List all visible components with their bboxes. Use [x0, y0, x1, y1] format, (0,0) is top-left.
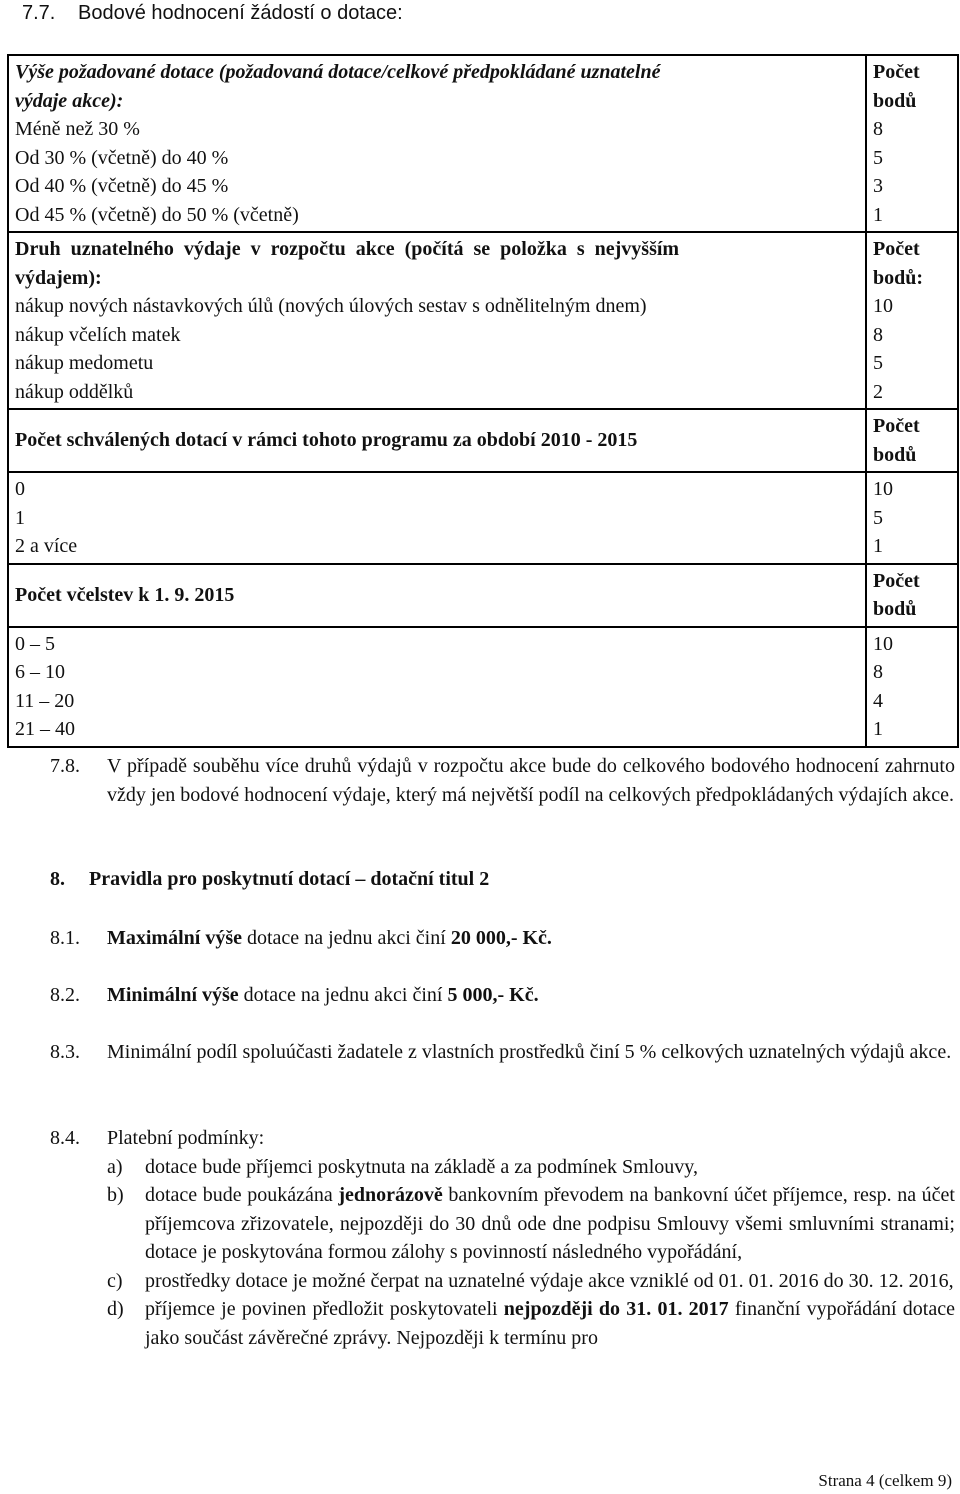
points-header-cell-4 [866, 564, 958, 627]
list-item: 11 – 20 [15, 689, 75, 712]
points-header: bodů: [873, 266, 924, 289]
points-value: 8 [873, 118, 883, 140]
criteria-header-4: Počet včelstev k 1. 9. 2015 [15, 583, 235, 606]
page-footer: Strana 4 (celkem 9) [818, 1471, 952, 1490]
paragraph-number: 8.2. [50, 984, 80, 1006]
points-value: 8 [873, 661, 883, 683]
paragraph-text [107, 981, 955, 1010]
points-header: Počet [873, 569, 920, 592]
criteria-header-1b: výdaje akce): [15, 89, 124, 112]
points-header: bodů [873, 598, 917, 620]
list-item: 21 – 40 [15, 718, 75, 740]
section-heading-7-7 [22, 2, 403, 25]
list-item: Méně než 30 % [15, 118, 140, 140]
emphasis: Minimální výše [107, 984, 239, 1006]
criteria-header-cell-4 [8, 564, 866, 627]
paragraph-title: Platební podmínky: [107, 1127, 265, 1149]
criteria-cell-3 [8, 472, 866, 564]
points-header: bodů [873, 89, 917, 112]
points-value: 10 [873, 632, 893, 655]
list-item: 1 [15, 506, 25, 529]
table-group-4-header [8, 564, 958, 627]
list-item: nákup včelích matek [15, 323, 181, 346]
points-header: bodů [873, 443, 917, 466]
emphasis: Maximální výše [107, 927, 242, 949]
paragraph-number: 8.4. [50, 1127, 80, 1149]
list-text: prostředky dotace je možné čerpat na uznatelné výdaje akce vzniklé od 01. 01. 2016 do 30. 12. 2016, [145, 1269, 954, 1292]
points-header-cell-3 [866, 409, 958, 472]
emphasis: nejpozději do 31. 01. 2017 [503, 1298, 729, 1320]
conditions-list [107, 1153, 955, 1353]
points-value: 10 [873, 478, 893, 500]
points-value: 8 [873, 323, 883, 346]
criteria-header-cell-3 [8, 409, 866, 472]
list-item: 2 a více [15, 535, 78, 557]
paragraph-number: 7.8. [50, 755, 80, 777]
points-header: Počet [873, 61, 920, 83]
list-item: nákup oddělků [15, 380, 134, 403]
text: dotace na jednu akci činí [238, 984, 448, 1006]
paragraph-text: Minimální podíl spoluúčasti žadatele z vlastních prostředků činí 5 % celkových uznatelných výdajů akce. [107, 1041, 952, 1063]
section-heading-8 [50, 868, 489, 891]
list-item: 0 – 5 [15, 632, 55, 655]
emphasis: jednorázově [338, 1184, 443, 1206]
points-cell-1 [866, 55, 958, 232]
list-letter: b) [107, 1184, 124, 1206]
section-title: Pravidla pro poskytnutí dotací – dotační titul 2 [89, 868, 490, 890]
emphasis: 5 000,- Kč. [447, 984, 539, 1006]
criteria-header-3: Počet schválených dotací v rámci tohoto programu za období 2010 - 2015 [15, 429, 638, 452]
list-item: nákup nových nástavkových úlů (nových úlových sestav s odnělitelným dnem) [15, 295, 647, 317]
table-group-1 [8, 55, 958, 232]
table-group-4-rows [8, 627, 958, 747]
list-text: příjemce je povinen předložit poskytovateli [145, 1298, 504, 1320]
points-value: 5 [873, 506, 883, 529]
list-item: 6 – 10 [15, 661, 65, 683]
list-item: Od 30 % (včetně) do 40 % [15, 146, 229, 169]
list-text: bankovním převodem na bankovní účet příjemce, resp. na účet příjemcova zřizovatele, nejpozději do 30 dnů ode dne podpisu Smlouvy všemi smluvními stranami; dotace je poskytována formou zálohy s povinností následného vypořádání, [145, 1184, 955, 1263]
list-letter: c) [107, 1269, 123, 1292]
table-group-3-header [8, 409, 958, 472]
list-text: dotace bude příjemci poskytnuta na základě a za podmínek Smlouvy, [145, 1155, 698, 1178]
points-header: Počet [873, 415, 920, 437]
paragraph-8-3 [50, 1038, 955, 1067]
paragraph-text [107, 924, 955, 953]
list-item [107, 1181, 955, 1267]
paragraph-number: 8.1. [50, 927, 80, 949]
list-item: Od 40 % (včetně) do 45 % [15, 175, 229, 197]
criteria-cell-4 [8, 627, 866, 747]
points-value: 5 [873, 352, 883, 374]
list-text: dotace bude poukázána [145, 1184, 339, 1206]
section-number: 7.7. [22, 2, 56, 24]
points-cell-4 [866, 627, 958, 747]
criteria-header-2: Druh uznatelného výdaje v rozpočtu akce (počítá se položka s nejvyšším [15, 238, 680, 260]
criteria-cell-1 [8, 55, 866, 232]
list-text: finanční vypořádání dotace jako součást závěrečné zprávy. Nejpozději k termínu pro [145, 1298, 955, 1349]
points-value: 4 [873, 689, 883, 712]
list-letter: a) [107, 1155, 123, 1178]
emphasis: 20 000,- Kč. [450, 927, 552, 949]
criteria-header-2b: výdajem): [15, 266, 102, 289]
points-cell-3 [866, 472, 958, 564]
paragraph-number: 8.3. [50, 1041, 80, 1063]
list-item [107, 1153, 955, 1182]
points-cell-2 [866, 232, 958, 409]
points-value: 3 [873, 175, 883, 197]
points-value: 2 [873, 380, 883, 403]
section-number: 8. [50, 868, 65, 890]
points-value: 5 [873, 146, 883, 169]
paragraph-8-2 [50, 981, 955, 1010]
list-item: nákup medometu [15, 352, 154, 374]
section-title: Bodové hodnocení žádostí o dotace: [78, 2, 403, 24]
scoring-table [7, 54, 959, 748]
points-value: 1 [873, 535, 883, 557]
paragraph-8-4 [50, 1124, 955, 1352]
text: dotace na jednu akci činí [242, 927, 451, 949]
paragraph-7-8 [50, 752, 955, 809]
criteria-cell-2 [8, 232, 866, 409]
list-item: Od 45 % (včetně) do 50 % (včetně) [15, 203, 299, 226]
paragraph-8-1 [50, 924, 955, 953]
table-group-2 [8, 232, 958, 409]
points-value: 10 [873, 295, 893, 317]
points-value: 1 [873, 203, 883, 226]
table-group-3-rows [8, 472, 958, 564]
criteria-header-1: Výše požadované dotace (požadovaná dotace/celkové předpokládané uznatelné [15, 61, 661, 83]
list-item [107, 1267, 955, 1296]
paragraph-body [107, 1124, 955, 1352]
list-item: 0 [15, 478, 25, 500]
points-value: 1 [873, 718, 883, 740]
list-item [107, 1295, 955, 1352]
list-letter: d) [107, 1298, 124, 1320]
paragraph-text: V případě souběhu více druhů výdajů v rozpočtu akce bude do celkového bodového hodnocení zahrnuto vždy jen bodové hodnocení výdaje, který má největší podíl na celkových předpokládaných výdajích akce. [107, 755, 955, 806]
points-header: Počet [873, 238, 920, 260]
